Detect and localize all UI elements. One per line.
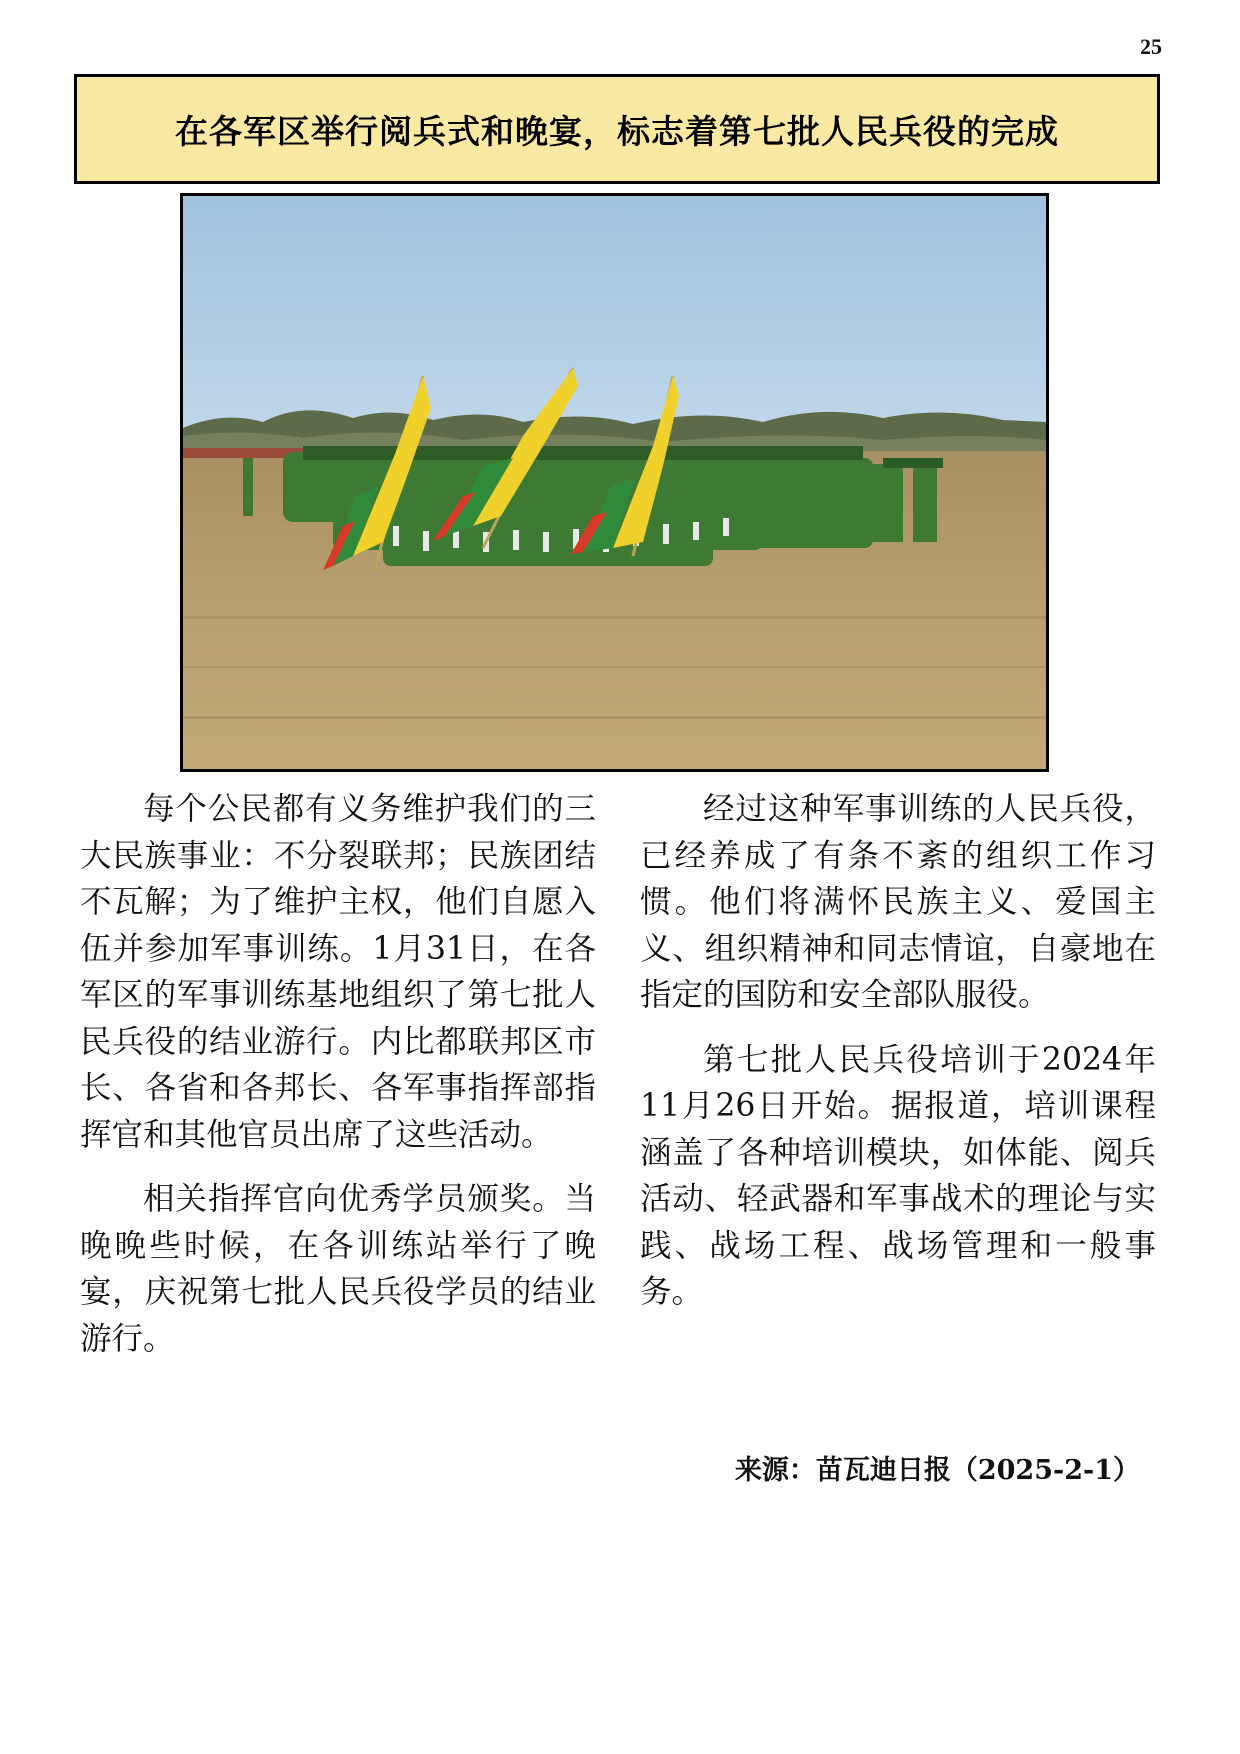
- article-left-column: [80, 786, 596, 1380]
- source-credit: 来源：苗瓦迪日报（2025-2-1）: [734, 1455, 1140, 1486]
- parade-photo-icon: [183, 196, 1046, 769]
- article-right-column: [640, 786, 1156, 1334]
- title-banner: [74, 74, 1160, 184]
- page-number: 25: [1140, 34, 1162, 59]
- parade-photo: [180, 193, 1049, 772]
- paragraph: 经过这种军事训练的人民兵役，已经养成了有条不紊的组织工作习惯。他们将满怀民族主义、爱国主义、组织精神和同志情谊，自豪地在指定的国防和安全部队服役。: [640, 791, 1156, 1013]
- paragraph: 第七批人民兵役培训于2024年11月26日开始。据报道，培训课程涵盖了各种培训模块，如体能、阅兵活动、轻武器和军事战术的理论与实践、战场工程、战场管理和一般事务。: [640, 1041, 1156, 1310]
- article-title: 在各军区举行阅兵式和晚宴，标志着第七批人民兵役的完成: [175, 111, 1059, 151]
- paragraph: 每个公民都有义务维护我们的三大民族事业：不分裂联邦；民族团结不瓦解；为了维护主权，他们自愿入伍并参加军事训练。1月31日，在各军区的军事训练基地组织了第七批人民兵役的结业游行。内比都联邦区市长、各省和各邦长、各军事指挥部指挥官和其他官员出席了这些活动。: [80, 791, 596, 1153]
- paragraph: 相关指挥官向优秀学员颁奖。当晚晚些时候，在各训练站举行了晚宴，庆祝第七批人民兵役学员的结业游行。: [80, 1181, 596, 1357]
